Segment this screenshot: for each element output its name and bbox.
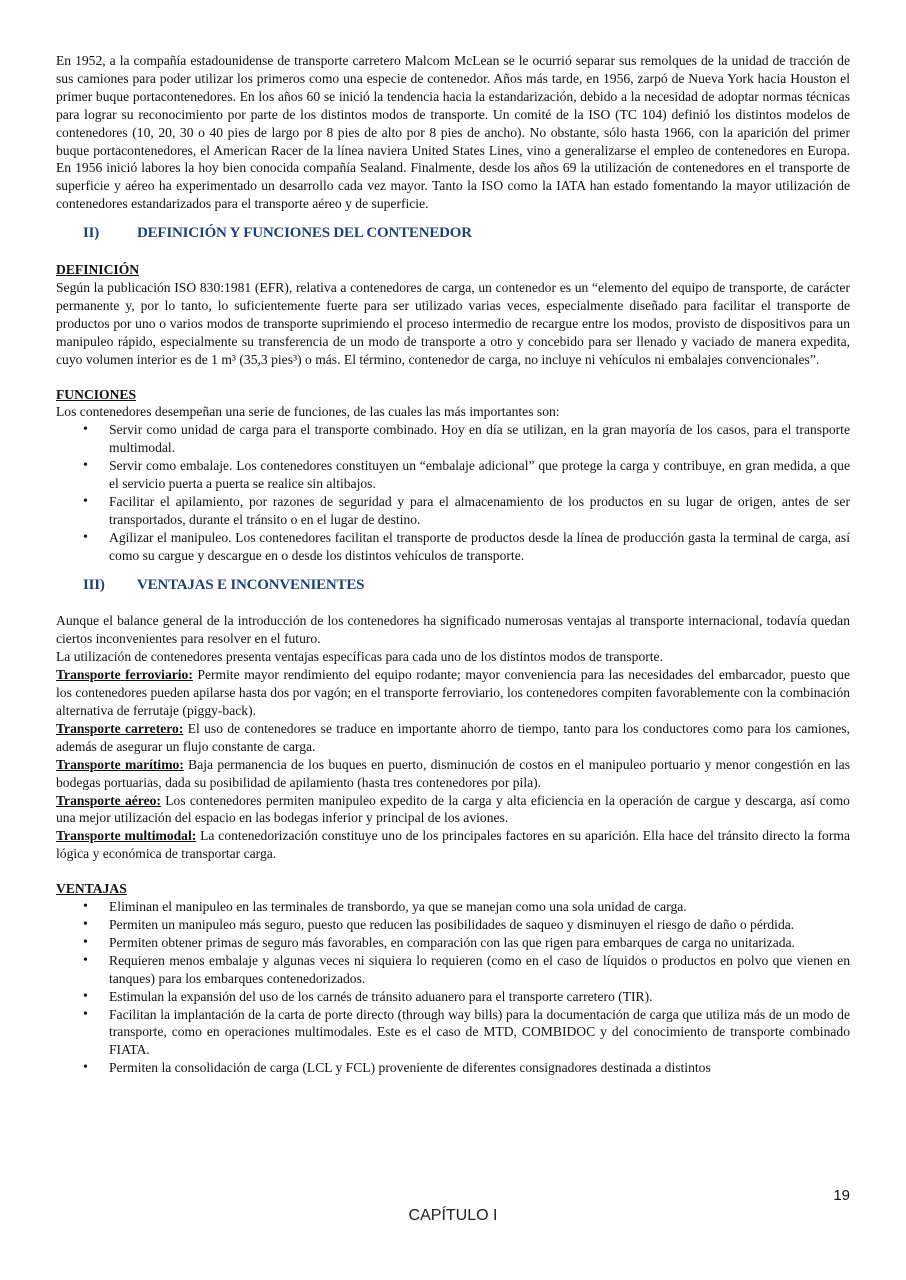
- mode-label: Transporte marítimo:: [56, 756, 184, 772]
- list-item: • Permiten un manipuleo más seguro, puesto que reducen las posibilidades de saqueo y disminuyen el riesgo de daño o pérdida.: [56, 916, 850, 934]
- mode-paragraph-rail: [56, 666, 850, 720]
- section-heading-advantages: [56, 577, 850, 595]
- list-item: • Estimulan la expansión del uso de los carnés de tránsito aduanero para el transporte carretero (TIR).: [56, 988, 850, 1006]
- mode-label: Transporte ferroviario:: [56, 667, 193, 683]
- mode-paragraph-air: [56, 792, 850, 828]
- section-title: VENTAJAS E INCONVENIENTES: [137, 576, 365, 593]
- section-title: DEFINICIÓN Y FUNCIONES DEL CONTENEDOR: [137, 225, 472, 242]
- list-item: • Servir como unidad de carga para el transporte combinado. Hoy en día se utilizan, en la gran mayoría de los casos, para el transporte multimodal.: [56, 421, 850, 457]
- mode-label: Transporte aéreo:: [56, 792, 161, 808]
- definition-paragraph: Según la publicación ISO 830:1981 (EFR), relativa a contenedores de carga, un contenedor es un “elemento del equipo de transporte, de carácter permanente y, por lo tanto, lo suficientemente fuerte para ser utilizado varias veces, especialmente diseñado para facilitar el transporte de productos por uno o varios modos de transporte suprimiendo el proceso intermedio de recargue entre los modos, provisto de dispositivos para un manipuleo rápido, especialmente su transferencia de un modo de transporte a otro y concebido para ser llenado y vaciado de manera expedita, cuyo volumen interior es de 1 m³ (35,3 pies³) o más. El término, contenedor de carga, no incluye ni vehículos ni embalajes convencionales”.: [56, 279, 850, 367]
- section-number: II): [83, 225, 100, 242]
- functions-list: [56, 421, 850, 564]
- mode-paragraph-sea: [56, 756, 850, 792]
- mode-text: Permite mayor rendimiento del equipo rodante; mayor conveniencia para las necesidades del embarcador, puesto que los contenedores pueden apilarse hasta dos por vagón; en el transporte ferroviario, los contenedores compiten favorablemente con la combinación alternativa de ferrutaje (piggy-back).: [56, 667, 850, 718]
- list-item: • Agilizar el manipuleo. Los contenedores facilitan el transporte de productos desde la línea de producción gasta la terminal de carga, así como su cargue y descargue en o desde los distintos vehículos de transporte.: [56, 529, 850, 565]
- advantages-subheading: VENTAJAS: [56, 881, 127, 897]
- mode-text: El uso de contenedores se traduce en importante ahorro de tiempo, tanto para los conductores como para los camiones, además de asegurar un flujo constante de carga.: [56, 720, 850, 754]
- definition-subheading: DEFINICIÓN: [56, 262, 140, 278]
- functions-subheading: FUNCIONES: [56, 386, 137, 402]
- mode-text: Baja permanencia de los buques en puerto, disminución de costos en el manipuleo portuario y menor congestión en las bodegas portuarias, dada su posibilidad de apilamiento (hasta tres contenedores por pila).: [56, 756, 850, 790]
- list-item: • Permiten obtener primas de seguro más favorables, en comparación con las que rigen para embarques de carga no unitarizada.: [56, 934, 850, 952]
- section-number: III): [83, 576, 105, 593]
- list-item: • Permiten la consolidación de carga (LCL y FCL) proveniente de diferentes consignadores destinada a distintos: [56, 1059, 850, 1077]
- mode-text: Los contenedores permiten manipuleo expedito de la carga y alta eficiencia en la operación de cargue y descarga, así como una mejor utilización del espacio en las bodegas inferior y principal de los aviones.: [56, 792, 850, 826]
- list-item: • Eliminan el manipuleo en las terminales de transbordo, ya que se manejan como una sola unidad de carga.: [56, 898, 850, 916]
- list-item: • Facilitan la implantación de la carta de porte directo (through way bills) para la documentación de carga que utiliza más de un modo de transporte, como en operaciones multimodales. Este es el caso de MTD, COMBIDOC y del conocimiento de transporte combinado FIATA.: [56, 1006, 850, 1060]
- list-item: • Requieren menos embalaje y algunas veces ni siquiera lo requieren (como en el caso de líquidos o productos en polvo que vienen en tanques) para los embarques contenedorizados.: [56, 952, 850, 988]
- page-number: 19: [833, 1187, 850, 1204]
- mode-text: La contenedorización constituye uno de los principales factores en su aparición. Ella hace del tránsito directo la forma lógica y económica de transportar carga.: [56, 828, 850, 862]
- functions-intro: Los contenedores desempeñan una serie de funciones, de las cuales las más importantes son:: [56, 404, 560, 420]
- list-item: • Facilitar el apilamiento, por razones de seguridad y para el almacenamiento de los productos en su lugar de origen, antes de ser transportados, durante el tránsito o en el lugar de destino.: [56, 493, 850, 529]
- advantages-intro-paragraph: Aunque el balance general de la introducción de los contenedores ha significado numerosas ventajas al transporte internacional, todavía quedan ciertos inconvenientes para resolver en el futuro.: [56, 613, 850, 647]
- list-item: • Servir como embalaje. Los contenedores constituyen un “embalaje adicional” que protege la carga y contribuye, en gran medida, a que el servicio puerta a puerta se realice sin altibajos.: [56, 457, 850, 493]
- advantages-list: [56, 898, 850, 1077]
- document-page: [56, 52, 850, 1077]
- mode-label: Transporte carretero:: [56, 720, 184, 736]
- section-heading-definition: [56, 225, 850, 243]
- chapter-footer: CAPÍTULO I: [408, 1207, 498, 1224]
- intro-paragraph: En 1952, a la compañía estadounidense de transporte carretero Malcom McLean se le ocurrió separar sus remolques de la unidad de tracción de sus camiones para poder utilizar los primeros como una especie de contenedor. Años más tarde, en 1956, zarpó de Nueva York hacia Houston el primer buque portacontenedores. En los años 60 se inició la tendencia hacia la estandarización, debido a la necesidad de adoptar normas técnicas para lograr su reconocimiento por parte de los distintos modos de transporte. Un comité de la ISO (TC 104) definió los distintos modelos de contenedores (10, 20, 30 o 40 pies de largo por 8 pies de alto por 8 pies de ancho). No obstante, sólo hasta 1966, con la aparición del primer buque portacontenedores, el American Racer de la línea naviera United States Lines, vino a generalizarse el empleo de contenedores en Europa. En 1956 inició labores la hoy bien conocida compañía Sealand. Finalmente, desde los años 69 la utilización de contenedores en el transporte de superficie y aéreo ha experimentado un desarrollo cada vez mayor. Tanto la ISO como la IATA han estado fomentando la mayor utilización de contenedores estandarizados para el transporte aéreo y de superficie.: [56, 53, 850, 212]
- mode-paragraph-road: [56, 720, 850, 756]
- mode-label: Transporte multimodal:: [56, 828, 197, 844]
- mode-paragraph-multimodal: [56, 827, 850, 863]
- modes-intro-paragraph: La utilización de contenedores presenta ventajas específicas para cada uno de los distintos modos de transporte.: [56, 649, 663, 665]
